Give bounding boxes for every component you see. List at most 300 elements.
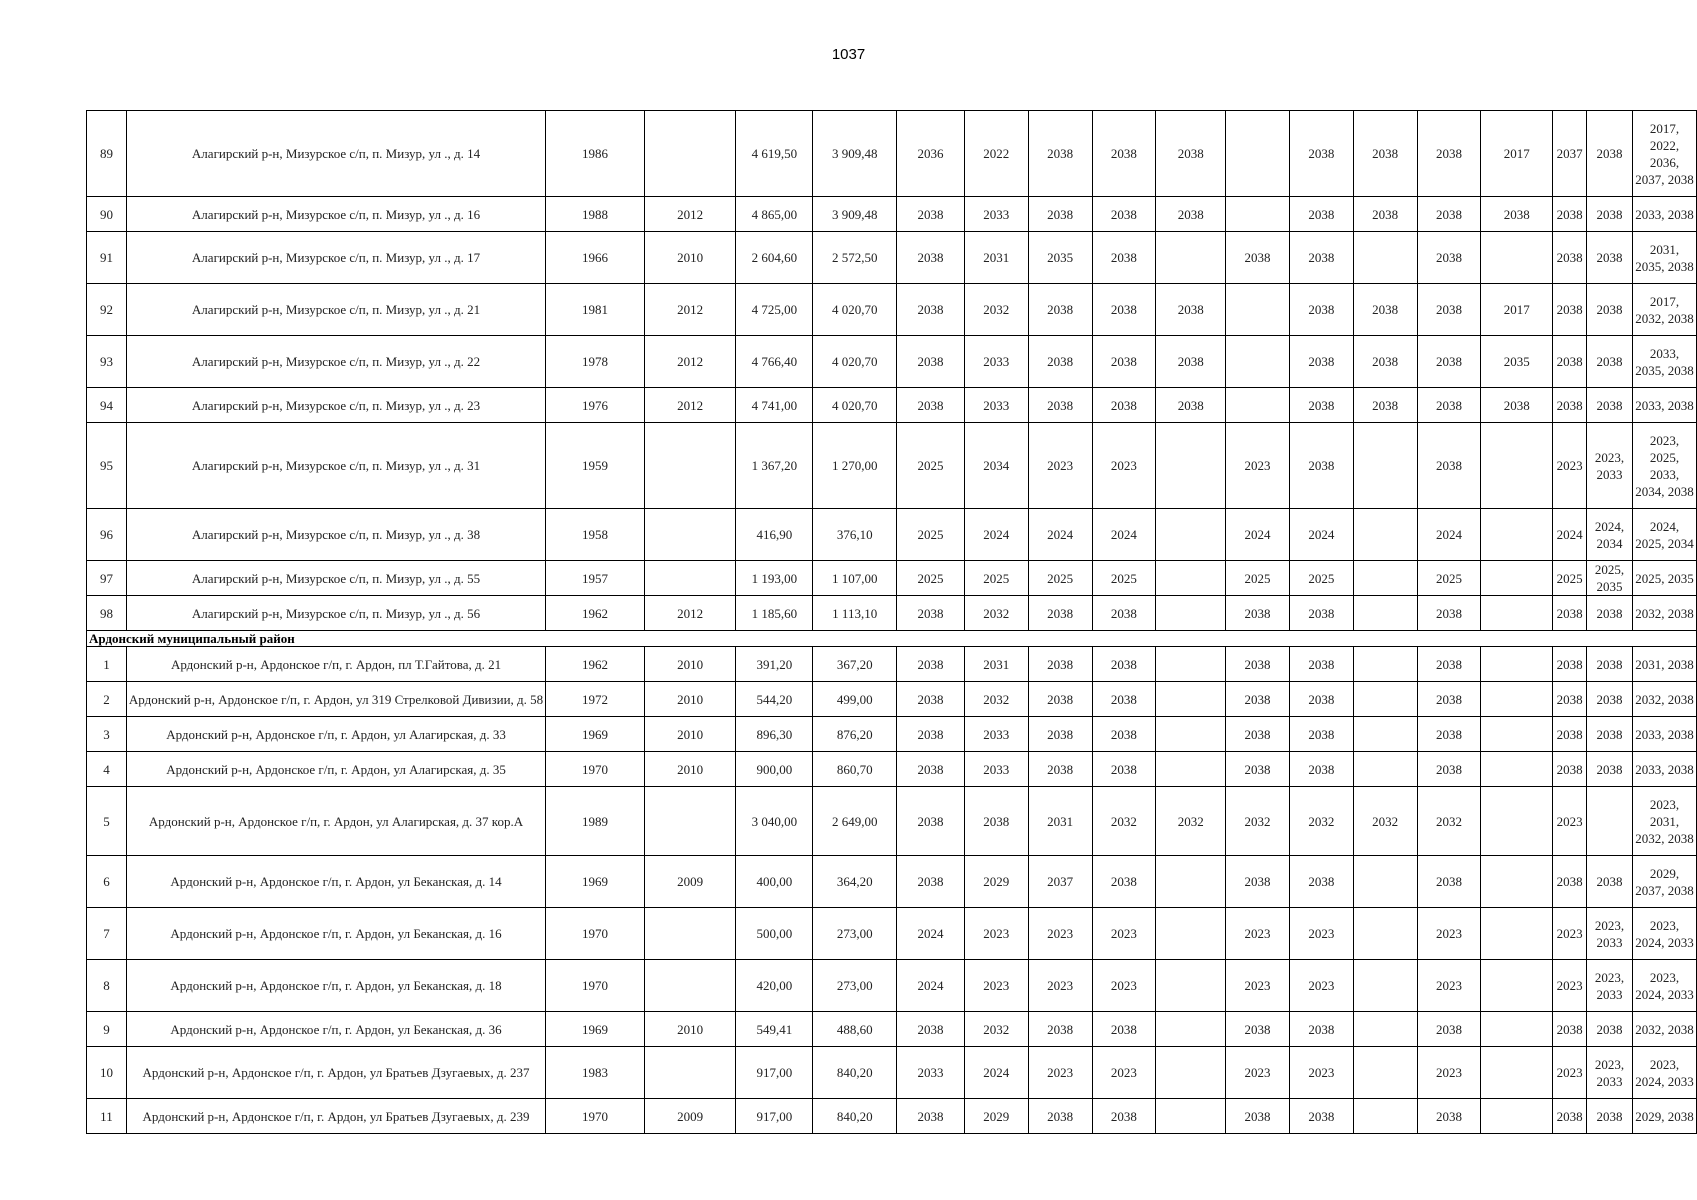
total-area-cell: 2 604,60 bbox=[736, 232, 813, 284]
year-col-11: 2038 bbox=[1553, 682, 1587, 717]
table-row bbox=[87, 752, 1697, 787]
living-area-cell: 4 020,70 bbox=[813, 284, 897, 336]
year-col-8 bbox=[1353, 682, 1417, 717]
year-col-1: 2025 bbox=[897, 423, 965, 509]
year-col-5 bbox=[1156, 561, 1226, 596]
year-col-1: 2038 bbox=[897, 388, 965, 423]
year-col-11: 2038 bbox=[1553, 232, 1587, 284]
year-col-5 bbox=[1156, 717, 1226, 752]
page-number: 1037 bbox=[831, 46, 866, 63]
year-col-12: 2038 bbox=[1587, 647, 1633, 682]
year-col-8 bbox=[1353, 596, 1417, 631]
table-row bbox=[87, 336, 1697, 388]
year-col-9: 2023 bbox=[1417, 908, 1481, 960]
years-summary-cell: 2024, 2025, 2034 bbox=[1633, 509, 1697, 561]
year-col-1: 2036 bbox=[897, 111, 965, 197]
total-area-cell: 917,00 bbox=[736, 1099, 813, 1134]
address-cell: Алагирский р-н, Мизурское с/п, п. Мизур, ул ., д. 16 bbox=[126, 197, 545, 232]
year-col-8 bbox=[1353, 717, 1417, 752]
year-col-7: 2038 bbox=[1289, 856, 1353, 908]
address-cell: Ардонский р-н, Ардонское г/п, г. Ардон, пл Т.Гайтова, д. 21 bbox=[126, 647, 545, 682]
row-number: 90 bbox=[87, 197, 127, 232]
year-col-1: 2033 bbox=[897, 1047, 965, 1099]
year-col-6: 2032 bbox=[1226, 787, 1290, 856]
total-area-cell: 4 725,00 bbox=[736, 284, 813, 336]
year-col-12: 2038 bbox=[1587, 682, 1633, 717]
year-col-4: 2023 bbox=[1092, 960, 1156, 1012]
year-col-11: 2038 bbox=[1553, 596, 1587, 631]
year-col-2: 2033 bbox=[964, 388, 1028, 423]
row-number: 5 bbox=[87, 787, 127, 856]
address-cell: Ардонский р-н, Ардонское г/п, г. Ардон, ул Алагирская, д. 37 кор.А bbox=[126, 787, 545, 856]
table-row bbox=[87, 388, 1697, 423]
year-col-4: 2038 bbox=[1092, 1012, 1156, 1047]
table-row bbox=[87, 232, 1697, 284]
year-built-cell: 1970 bbox=[546, 960, 645, 1012]
year-col-7: 2038 bbox=[1289, 1099, 1353, 1134]
year-col-4: 2038 bbox=[1092, 284, 1156, 336]
table-row bbox=[87, 856, 1697, 908]
living-area-cell: 364,20 bbox=[813, 856, 897, 908]
year-col-1: 2038 bbox=[897, 717, 965, 752]
year-col-11: 2023 bbox=[1553, 423, 1587, 509]
total-area-cell: 400,00 bbox=[736, 856, 813, 908]
year-col-1: 2038 bbox=[897, 1099, 965, 1134]
year-col-1: 2038 bbox=[897, 284, 965, 336]
year-col-8 bbox=[1353, 647, 1417, 682]
table-row bbox=[87, 682, 1697, 717]
year-col-2: 2031 bbox=[964, 647, 1028, 682]
year-built-cell: 1986 bbox=[546, 111, 645, 197]
year-col-10: 2035 bbox=[1481, 336, 1553, 388]
years-summary-cell: 2023, 2031, 2032, 2038 bbox=[1633, 787, 1697, 856]
year-col-1: 2038 bbox=[897, 752, 965, 787]
living-area-cell: 273,00 bbox=[813, 908, 897, 960]
year-col-4: 2038 bbox=[1092, 232, 1156, 284]
table-row bbox=[87, 197, 1697, 232]
years-summary-cell: 2029, 2037, 2038 bbox=[1633, 856, 1697, 908]
year-col-1: 2038 bbox=[897, 232, 965, 284]
years-summary-cell: 2033, 2038 bbox=[1633, 388, 1697, 423]
year-col-10 bbox=[1481, 717, 1553, 752]
year-col-11: 2038 bbox=[1553, 717, 1587, 752]
living-area-cell: 4 020,70 bbox=[813, 336, 897, 388]
year-col-12: 2038 bbox=[1587, 388, 1633, 423]
year-col-4: 2038 bbox=[1092, 111, 1156, 197]
year-col-12: 2024, 2034 bbox=[1587, 509, 1633, 561]
year-col-8 bbox=[1353, 960, 1417, 1012]
year-col-7: 2038 bbox=[1289, 596, 1353, 631]
year-col-9: 2038 bbox=[1417, 423, 1481, 509]
row-number: 6 bbox=[87, 856, 127, 908]
year-built-cell: 1962 bbox=[546, 596, 645, 631]
year-col-1: 2025 bbox=[897, 509, 965, 561]
year-built-cell: 1970 bbox=[546, 752, 645, 787]
year-col-7: 2038 bbox=[1289, 717, 1353, 752]
year-col-4: 2024 bbox=[1092, 509, 1156, 561]
year-col-5 bbox=[1156, 908, 1226, 960]
year-built-cell: 1969 bbox=[546, 856, 645, 908]
year-col-7: 2038 bbox=[1289, 336, 1353, 388]
year-cell: 2010 bbox=[644, 647, 736, 682]
year-built-cell: 1970 bbox=[546, 1099, 645, 1134]
living-area-cell: 499,00 bbox=[813, 682, 897, 717]
table-row bbox=[87, 561, 1697, 596]
year-cell bbox=[644, 423, 736, 509]
table-row bbox=[87, 1099, 1697, 1134]
year-col-10 bbox=[1481, 509, 1553, 561]
years-summary-cell: 2017, 2022, 2036, 2037, 2038 bbox=[1633, 111, 1697, 197]
years-summary-cell: 2023, 2024, 2033 bbox=[1633, 908, 1697, 960]
address-cell: Алагирский р-н, Мизурское с/п, п. Мизур, ул ., д. 38 bbox=[126, 509, 545, 561]
table-row bbox=[87, 1047, 1697, 1099]
year-col-4: 2038 bbox=[1092, 856, 1156, 908]
housing-registry-table bbox=[86, 110, 1697, 1134]
year-col-8 bbox=[1353, 1099, 1417, 1134]
year-col-8 bbox=[1353, 509, 1417, 561]
year-col-4: 2038 bbox=[1092, 596, 1156, 631]
year-col-12: 2038 bbox=[1587, 856, 1633, 908]
year-built-cell: 1970 bbox=[546, 908, 645, 960]
year-col-5 bbox=[1156, 960, 1226, 1012]
year-col-9: 2023 bbox=[1417, 1047, 1481, 1099]
year-col-9: 2038 bbox=[1417, 1099, 1481, 1134]
address-cell: Алагирский р-н, Мизурское с/п, п. Мизур, ул ., д. 55 bbox=[126, 561, 545, 596]
years-summary-cell: 2032, 2038 bbox=[1633, 682, 1697, 717]
row-number: 91 bbox=[87, 232, 127, 284]
years-summary-cell: 2032, 2038 bbox=[1633, 596, 1697, 631]
year-col-4: 2038 bbox=[1092, 752, 1156, 787]
year-col-11: 2025 bbox=[1553, 561, 1587, 596]
year-col-8 bbox=[1353, 1012, 1417, 1047]
year-col-10 bbox=[1481, 1099, 1553, 1134]
year-col-10 bbox=[1481, 908, 1553, 960]
row-number: 92 bbox=[87, 284, 127, 336]
year-col-10 bbox=[1481, 596, 1553, 631]
year-col-7: 2038 bbox=[1289, 1012, 1353, 1047]
row-number: 94 bbox=[87, 388, 127, 423]
year-col-2: 2033 bbox=[964, 717, 1028, 752]
year-col-12: 2038 bbox=[1587, 284, 1633, 336]
year-col-12 bbox=[1587, 787, 1633, 856]
living-area-cell: 2 649,00 bbox=[813, 787, 897, 856]
year-col-7: 2038 bbox=[1289, 388, 1353, 423]
year-col-6 bbox=[1226, 111, 1290, 197]
year-cell: 2010 bbox=[644, 232, 736, 284]
year-col-2: 2025 bbox=[964, 561, 1028, 596]
living-area-cell: 876,20 bbox=[813, 717, 897, 752]
year-col-7: 2025 bbox=[1289, 561, 1353, 596]
year-col-6: 2023 bbox=[1226, 908, 1290, 960]
year-col-5 bbox=[1156, 1099, 1226, 1134]
year-col-5: 2038 bbox=[1156, 111, 1226, 197]
year-built-cell: 1957 bbox=[546, 561, 645, 596]
year-col-1: 2038 bbox=[897, 596, 965, 631]
year-col-4: 2038 bbox=[1092, 197, 1156, 232]
year-col-11: 2038 bbox=[1553, 856, 1587, 908]
years-summary-cell: 2031, 2038 bbox=[1633, 647, 1697, 682]
living-area-cell: 488,60 bbox=[813, 1012, 897, 1047]
year-col-11: 2023 bbox=[1553, 787, 1587, 856]
total-area-cell: 900,00 bbox=[736, 752, 813, 787]
year-col-4: 2038 bbox=[1092, 717, 1156, 752]
year-col-8 bbox=[1353, 423, 1417, 509]
year-col-10 bbox=[1481, 960, 1553, 1012]
year-col-4: 2038 bbox=[1092, 336, 1156, 388]
year-col-3: 2025 bbox=[1028, 561, 1092, 596]
year-col-11: 2038 bbox=[1553, 388, 1587, 423]
section-row bbox=[87, 631, 1697, 647]
year-col-6: 2024 bbox=[1226, 509, 1290, 561]
year-col-6: 2023 bbox=[1226, 960, 1290, 1012]
year-col-2: 2023 bbox=[964, 908, 1028, 960]
year-col-3: 2038 bbox=[1028, 647, 1092, 682]
years-summary-cell: 2033, 2038 bbox=[1633, 717, 1697, 752]
row-number: 7 bbox=[87, 908, 127, 960]
year-col-8 bbox=[1353, 1047, 1417, 1099]
table-row bbox=[87, 960, 1697, 1012]
year-col-9: 2038 bbox=[1417, 197, 1481, 232]
year-col-6 bbox=[1226, 336, 1290, 388]
year-col-2: 2024 bbox=[964, 1047, 1028, 1099]
year-col-7: 2038 bbox=[1289, 197, 1353, 232]
year-col-1: 2038 bbox=[897, 787, 965, 856]
year-cell: 2009 bbox=[644, 856, 736, 908]
year-col-5: 2038 bbox=[1156, 336, 1226, 388]
year-col-9: 2024 bbox=[1417, 509, 1481, 561]
year-col-12: 2038 bbox=[1587, 232, 1633, 284]
address-cell: Алагирский р-н, Мизурское с/п, п. Мизур, ул ., д. 17 bbox=[126, 232, 545, 284]
year-col-4: 2023 bbox=[1092, 908, 1156, 960]
year-cell: 2010 bbox=[644, 752, 736, 787]
address-cell: Ардонский р-н, Ардонское г/п, г. Ардон, ул Братьев Дзугаевых, д. 239 bbox=[126, 1099, 545, 1134]
year-col-1: 2038 bbox=[897, 682, 965, 717]
year-col-10: 2017 bbox=[1481, 284, 1553, 336]
table-row bbox=[87, 284, 1697, 336]
year-col-9: 2038 bbox=[1417, 752, 1481, 787]
year-col-12: 2038 bbox=[1587, 596, 1633, 631]
year-col-2: 2024 bbox=[964, 509, 1028, 561]
years-summary-cell: 2029, 2038 bbox=[1633, 1099, 1697, 1134]
year-col-1: 2038 bbox=[897, 856, 965, 908]
year-col-12: 2038 bbox=[1587, 1012, 1633, 1047]
year-built-cell: 1983 bbox=[546, 1047, 645, 1099]
year-built-cell: 1959 bbox=[546, 423, 645, 509]
year-col-5 bbox=[1156, 509, 1226, 561]
year-col-10 bbox=[1481, 752, 1553, 787]
total-area-cell: 391,20 bbox=[736, 647, 813, 682]
year-col-6 bbox=[1226, 197, 1290, 232]
year-col-9: 2038 bbox=[1417, 596, 1481, 631]
year-col-9: 2032 bbox=[1417, 787, 1481, 856]
year-col-10 bbox=[1481, 787, 1553, 856]
year-col-12: 2023, 2033 bbox=[1587, 1047, 1633, 1099]
year-col-10 bbox=[1481, 1012, 1553, 1047]
year-col-8 bbox=[1353, 232, 1417, 284]
year-col-8 bbox=[1353, 908, 1417, 960]
year-col-3: 2038 bbox=[1028, 1012, 1092, 1047]
year-built-cell: 1969 bbox=[546, 717, 645, 752]
year-col-9: 2038 bbox=[1417, 1012, 1481, 1047]
address-cell: Алагирский р-н, Мизурское с/п, п. Мизур, ул ., д. 22 bbox=[126, 336, 545, 388]
table-row bbox=[87, 596, 1697, 631]
year-col-2: 2023 bbox=[964, 960, 1028, 1012]
year-col-8 bbox=[1353, 856, 1417, 908]
year-col-3: 2038 bbox=[1028, 197, 1092, 232]
year-col-6 bbox=[1226, 388, 1290, 423]
year-col-8: 2038 bbox=[1353, 111, 1417, 197]
year-col-6: 2038 bbox=[1226, 1012, 1290, 1047]
total-area-cell: 1 193,00 bbox=[736, 561, 813, 596]
year-col-9: 2038 bbox=[1417, 388, 1481, 423]
year-col-3: 2038 bbox=[1028, 284, 1092, 336]
table-row bbox=[87, 509, 1697, 561]
row-number: 8 bbox=[87, 960, 127, 1012]
year-col-2: 2033 bbox=[964, 752, 1028, 787]
year-col-12: 2038 bbox=[1587, 1099, 1633, 1134]
address-cell: Ардонский р-н, Ардонское г/п, г. Ардон, ул Беканская, д. 14 bbox=[126, 856, 545, 908]
year-col-8 bbox=[1353, 561, 1417, 596]
living-area-cell: 840,20 bbox=[813, 1099, 897, 1134]
year-col-9: 2023 bbox=[1417, 960, 1481, 1012]
year-col-8 bbox=[1353, 752, 1417, 787]
years-summary-cell: 2017, 2032, 2038 bbox=[1633, 284, 1697, 336]
living-area-cell: 840,20 bbox=[813, 1047, 897, 1099]
year-cell: 2012 bbox=[644, 388, 736, 423]
year-col-5 bbox=[1156, 647, 1226, 682]
year-col-11: 2038 bbox=[1553, 1012, 1587, 1047]
year-col-1: 2038 bbox=[897, 1012, 965, 1047]
year-col-12: 2023, 2033 bbox=[1587, 960, 1633, 1012]
year-built-cell: 1989 bbox=[546, 787, 645, 856]
living-area-cell: 860,70 bbox=[813, 752, 897, 787]
year-cell: 2010 bbox=[644, 717, 736, 752]
year-col-6: 2038 bbox=[1226, 647, 1290, 682]
address-cell: Алагирский р-н, Мизурское с/п, п. Мизур, ул ., д. 31 bbox=[126, 423, 545, 509]
year-col-3: 2038 bbox=[1028, 336, 1092, 388]
living-area-cell: 3 909,48 bbox=[813, 197, 897, 232]
year-col-11: 2023 bbox=[1553, 960, 1587, 1012]
address-cell: Алагирский р-н, Мизурское с/п, п. Мизур, ул ., д. 14 bbox=[126, 111, 545, 197]
row-number: 96 bbox=[87, 509, 127, 561]
years-summary-cell: 2031, 2035, 2038 bbox=[1633, 232, 1697, 284]
year-col-11: 2038 bbox=[1553, 1099, 1587, 1134]
year-col-6: 2038 bbox=[1226, 717, 1290, 752]
address-cell: Алагирский р-н, Мизурское с/п, п. Мизур, ул ., д. 56 bbox=[126, 596, 545, 631]
year-cell: 2012 bbox=[644, 336, 736, 388]
year-col-8: 2038 bbox=[1353, 284, 1417, 336]
year-cell: 2010 bbox=[644, 1012, 736, 1047]
year-col-11: 2023 bbox=[1553, 908, 1587, 960]
year-built-cell: 1988 bbox=[546, 197, 645, 232]
year-built-cell: 1962 bbox=[546, 647, 645, 682]
total-area-cell: 549,41 bbox=[736, 1012, 813, 1047]
years-summary-cell: 2033, 2038 bbox=[1633, 197, 1697, 232]
year-cell bbox=[644, 787, 736, 856]
year-built-cell: 1976 bbox=[546, 388, 645, 423]
year-col-11: 2038 bbox=[1553, 284, 1587, 336]
year-col-11: 2023 bbox=[1553, 1047, 1587, 1099]
year-col-5 bbox=[1156, 1012, 1226, 1047]
years-summary-cell: 2033, 2038 bbox=[1633, 752, 1697, 787]
living-area-cell: 1 113,10 bbox=[813, 596, 897, 631]
year-col-5 bbox=[1156, 423, 1226, 509]
row-number: 9 bbox=[87, 1012, 127, 1047]
year-col-3: 2023 bbox=[1028, 1047, 1092, 1099]
year-col-2: 2034 bbox=[964, 423, 1028, 509]
year-col-11: 2038 bbox=[1553, 197, 1587, 232]
year-cell bbox=[644, 509, 736, 561]
year-col-7: 2023 bbox=[1289, 960, 1353, 1012]
living-area-cell: 3 909,48 bbox=[813, 111, 897, 197]
year-col-6 bbox=[1226, 284, 1290, 336]
year-col-1: 2025 bbox=[897, 561, 965, 596]
years-summary-cell: 2023, 2025, 2033, 2034, 2038 bbox=[1633, 423, 1697, 509]
year-col-2: 2038 bbox=[964, 787, 1028, 856]
year-col-7: 2038 bbox=[1289, 752, 1353, 787]
year-col-3: 2038 bbox=[1028, 111, 1092, 197]
total-area-cell: 416,90 bbox=[736, 509, 813, 561]
year-col-2: 2032 bbox=[964, 682, 1028, 717]
year-col-4: 2038 bbox=[1092, 388, 1156, 423]
year-col-8: 2038 bbox=[1353, 336, 1417, 388]
year-col-9: 2038 bbox=[1417, 647, 1481, 682]
address-cell: Ардонский р-н, Ардонское г/п, г. Ардон, ул Беканская, д. 16 bbox=[126, 908, 545, 960]
year-col-3: 2031 bbox=[1028, 787, 1092, 856]
year-col-12: 2038 bbox=[1587, 197, 1633, 232]
address-cell: Ардонский р-н, Ардонское г/п, г. Ардон, ул Братьев Дзугаевых, д. 237 bbox=[126, 1047, 545, 1099]
year-col-6: 2023 bbox=[1226, 423, 1290, 509]
living-area-cell: 367,20 bbox=[813, 647, 897, 682]
year-col-1: 2038 bbox=[897, 647, 965, 682]
total-area-cell: 500,00 bbox=[736, 908, 813, 960]
total-area-cell: 917,00 bbox=[736, 1047, 813, 1099]
years-summary-cell: 2033, 2035, 2038 bbox=[1633, 336, 1697, 388]
year-col-10 bbox=[1481, 647, 1553, 682]
year-col-11: 2024 bbox=[1553, 509, 1587, 561]
total-area-cell: 1 367,20 bbox=[736, 423, 813, 509]
year-col-5 bbox=[1156, 1047, 1226, 1099]
living-area-cell: 1 270,00 bbox=[813, 423, 897, 509]
year-col-3: 2038 bbox=[1028, 682, 1092, 717]
year-col-5 bbox=[1156, 232, 1226, 284]
year-col-7: 2038 bbox=[1289, 111, 1353, 197]
total-area-cell: 4 619,50 bbox=[736, 111, 813, 197]
year-col-11: 2037 bbox=[1553, 111, 1587, 197]
year-col-6: 2038 bbox=[1226, 752, 1290, 787]
table-row bbox=[87, 908, 1697, 960]
year-col-7: 2032 bbox=[1289, 787, 1353, 856]
year-col-12: 2038 bbox=[1587, 336, 1633, 388]
year-col-4: 2038 bbox=[1092, 1099, 1156, 1134]
year-col-9: 2038 bbox=[1417, 717, 1481, 752]
year-col-5 bbox=[1156, 682, 1226, 717]
year-col-8: 2038 bbox=[1353, 388, 1417, 423]
year-col-4: 2023 bbox=[1092, 1047, 1156, 1099]
year-col-1: 2024 bbox=[897, 908, 965, 960]
table-row bbox=[87, 647, 1697, 682]
table-row bbox=[87, 787, 1697, 856]
year-built-cell: 1958 bbox=[546, 509, 645, 561]
year-col-2: 2033 bbox=[964, 197, 1028, 232]
row-number: 2 bbox=[87, 682, 127, 717]
living-area-cell: 2 572,50 bbox=[813, 232, 897, 284]
row-number: 95 bbox=[87, 423, 127, 509]
year-col-9: 2025 bbox=[1417, 561, 1481, 596]
year-col-11: 2038 bbox=[1553, 752, 1587, 787]
year-col-6: 2025 bbox=[1226, 561, 1290, 596]
total-area-cell: 420,00 bbox=[736, 960, 813, 1012]
